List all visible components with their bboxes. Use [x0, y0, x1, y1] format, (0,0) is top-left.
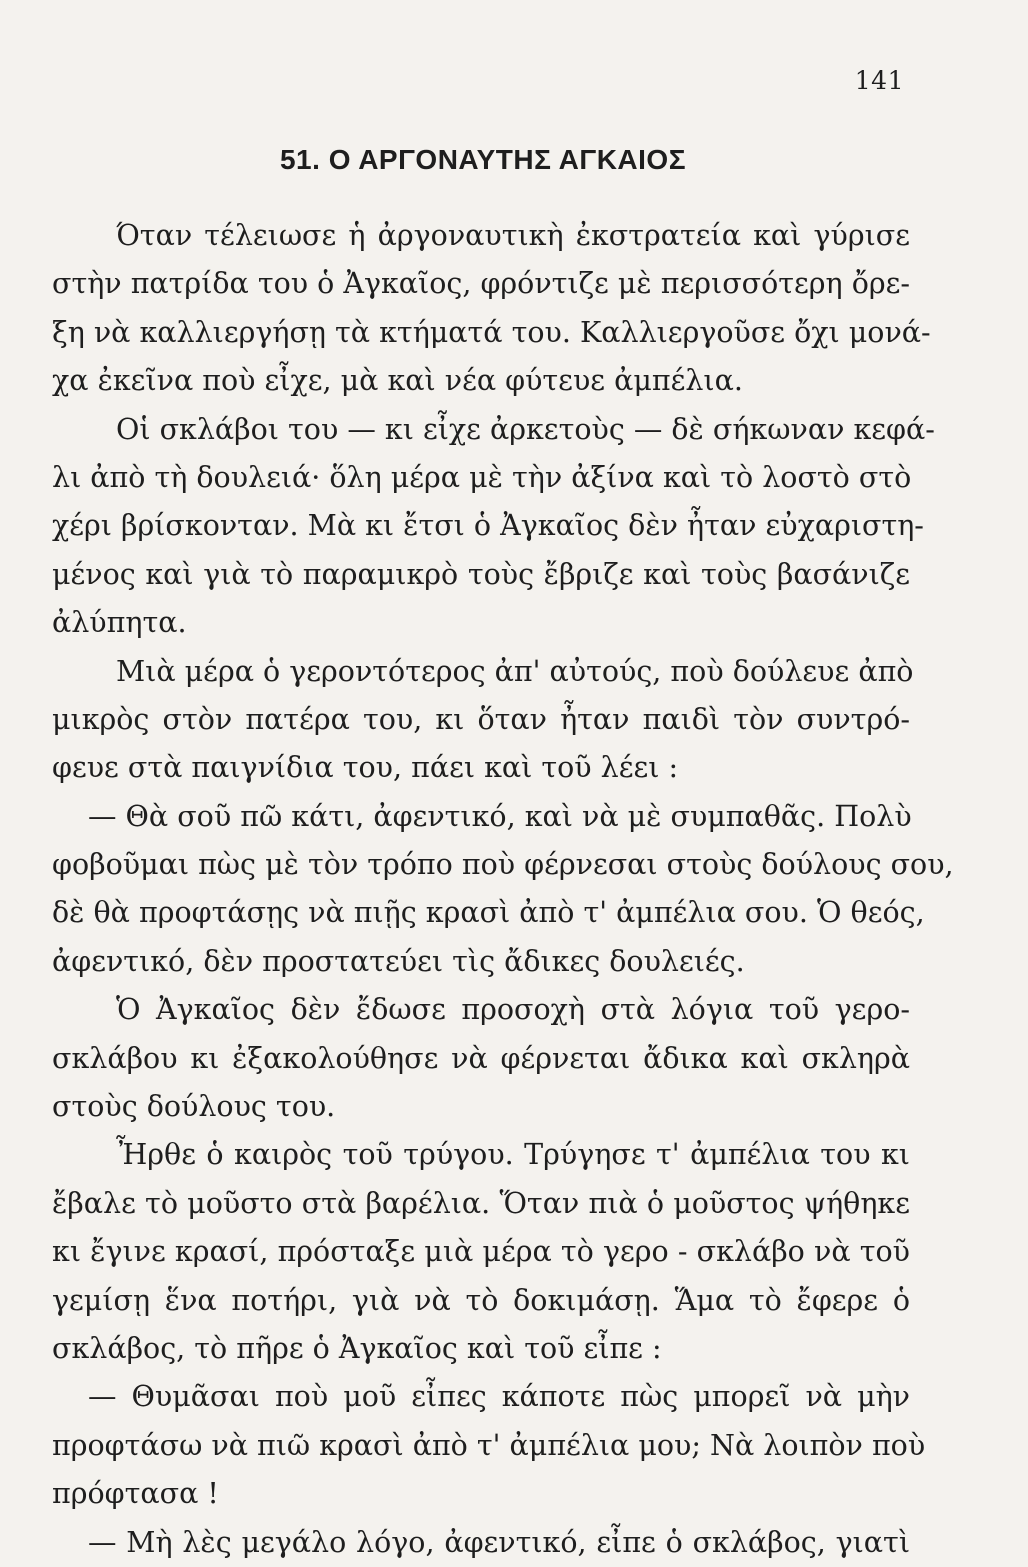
text-line: σκλάβου κι ἐξακολούθησε νὰ φέρνεται ἄδικα καὶ σκληρὰ [52, 1041, 910, 1075]
text-line: χα ἐκεῖνα ποὺ εἶχε, μὰ καὶ νέα φύτευε ἀμπέλια. [52, 364, 743, 398]
text-line: ἔβαλε τὸ μοῦστο στὰ βαρέλια. Ὅταν πιὰ ὁ μοῦστος ψήθηκε [52, 1186, 910, 1220]
text-line: φευε στὰ παιγνίδια του, πάει καὶ τοῦ λέει : [52, 751, 679, 785]
chapter-title: 51. Ο ΑΡΓΟΝΑΥΤΗΣ ΑΓΚΑΙΟΣ [279, 144, 687, 175]
text-line: χέρι βρίσκονταν. Μὰ κι ἔτσι ὁ Ἀγκαῖος δὲν ἦταν εὐχαριστη- [52, 509, 924, 543]
text-line: σκλάβος, τὸ πῆρε ὁ Ἀγκαῖος καὶ τοῦ εἶπε : [52, 1331, 662, 1365]
text-line: λι ἀπὸ τὴ δουλειά· ὅλη μέρα μὲ τὴν ἀξίνα καὶ τὸ λοστὸ στὸ [52, 460, 912, 494]
text-line: Μιὰ μέρα ὁ γεροντότερος ἀπ' αὐτούς, ποὺ δούλευε ἀπὸ [116, 654, 914, 688]
text-line: Όταν τέλειωσε ἡ ἀργοναυτικὴ ἐκστρατεία καὶ γύρισε [116, 219, 910, 252]
text-line: πρόφτασα ! [52, 1477, 219, 1511]
text-line: φοβοῦμαι πὼς μὲ τὸν τρόπο ποὺ φέρνεσαι στοὺς δούλους σου, [52, 848, 954, 882]
text-line: ἀλύπητα. [52, 606, 187, 640]
text-line: ξη νὰ καλλιεργήσῃ τὰ κτήματά του. Καλλιεργοῦσε ὄχι μονά- [52, 315, 931, 349]
text-line: Ἦρθε ὁ καιρὸς τοῦ τρύγου. Τρύγησε τ' ἀμπέλια του κι [116, 1138, 910, 1172]
page-number: 141 [854, 66, 904, 95]
text-line: — Θυμᾶσαι ποὺ μοῦ εἶπες κάποτε πὼς μπορεῖ νὰ μὴν [88, 1380, 910, 1414]
text-line: κι ἔγινε κρασί, πρόσταξε μιὰ μέρα τὸ γερο - σκλάβο νὰ τοῦ [52, 1235, 910, 1269]
text-line: ἀφεντικό, δὲν προστατεύει τὶς ἄδικες δουλειές. [52, 944, 745, 978]
text-line: στοὺς δούλους του. [52, 1090, 336, 1124]
text-line: μένος καὶ γιὰ τὸ παραμικρὸ τοὺς ἔβριζε καὶ τοὺς βασάνιζε [52, 557, 910, 591]
text-line: δὲ θὰ προφτάσῃς νὰ πιῇς κρασὶ ἀπὸ τ' ἀμπέλια σου. Ὁ θεός, [52, 896, 925, 930]
text-line: Οἱ σκλάβοι του — κι εἶχε ἀρκετοὺς — δὲ σήκωναν κεφά- [116, 412, 935, 446]
text-line: γεμίσῃ ἕνα ποτήρι, γιὰ νὰ τὸ δοκιμάσῃ. Ἅμα τὸ ἔφερε ὁ [52, 1283, 910, 1317]
text-line: μικρὸς στὸν πατέρα του, κι ὅταν ἦταν παιδὶ τὸν συντρό- [52, 702, 910, 736]
text-line: — Θὰ σοῦ πῶ κάτι, ἀφεντικό, καὶ νὰ μὲ συμπαθᾶς. Πολὺ [88, 799, 912, 833]
body-text [52, 212, 954, 1567]
text-line: Ὁ Ἀγκαῖος δὲν ἔδωσε προσοχὴ στὰ λόγια τοῦ γερο- [116, 993, 910, 1027]
text-line: προφτάσω νὰ πιῶ κρασὶ ἀπὸ τ' ἀμπέλια μου; Νὰ λοιπὸν ποὺ [52, 1428, 926, 1462]
text-line: — Μὴ λὲς μεγάλο λόγο, ἀφεντικό, εἶπε ὁ σκλάβος, γιατὶ [88, 1525, 910, 1559]
text-line: στὴν πατρίδα του ὁ Ἀγκαῖος, φρόντιζε μὲ περισσότερη ὄρε- [52, 267, 910, 301]
